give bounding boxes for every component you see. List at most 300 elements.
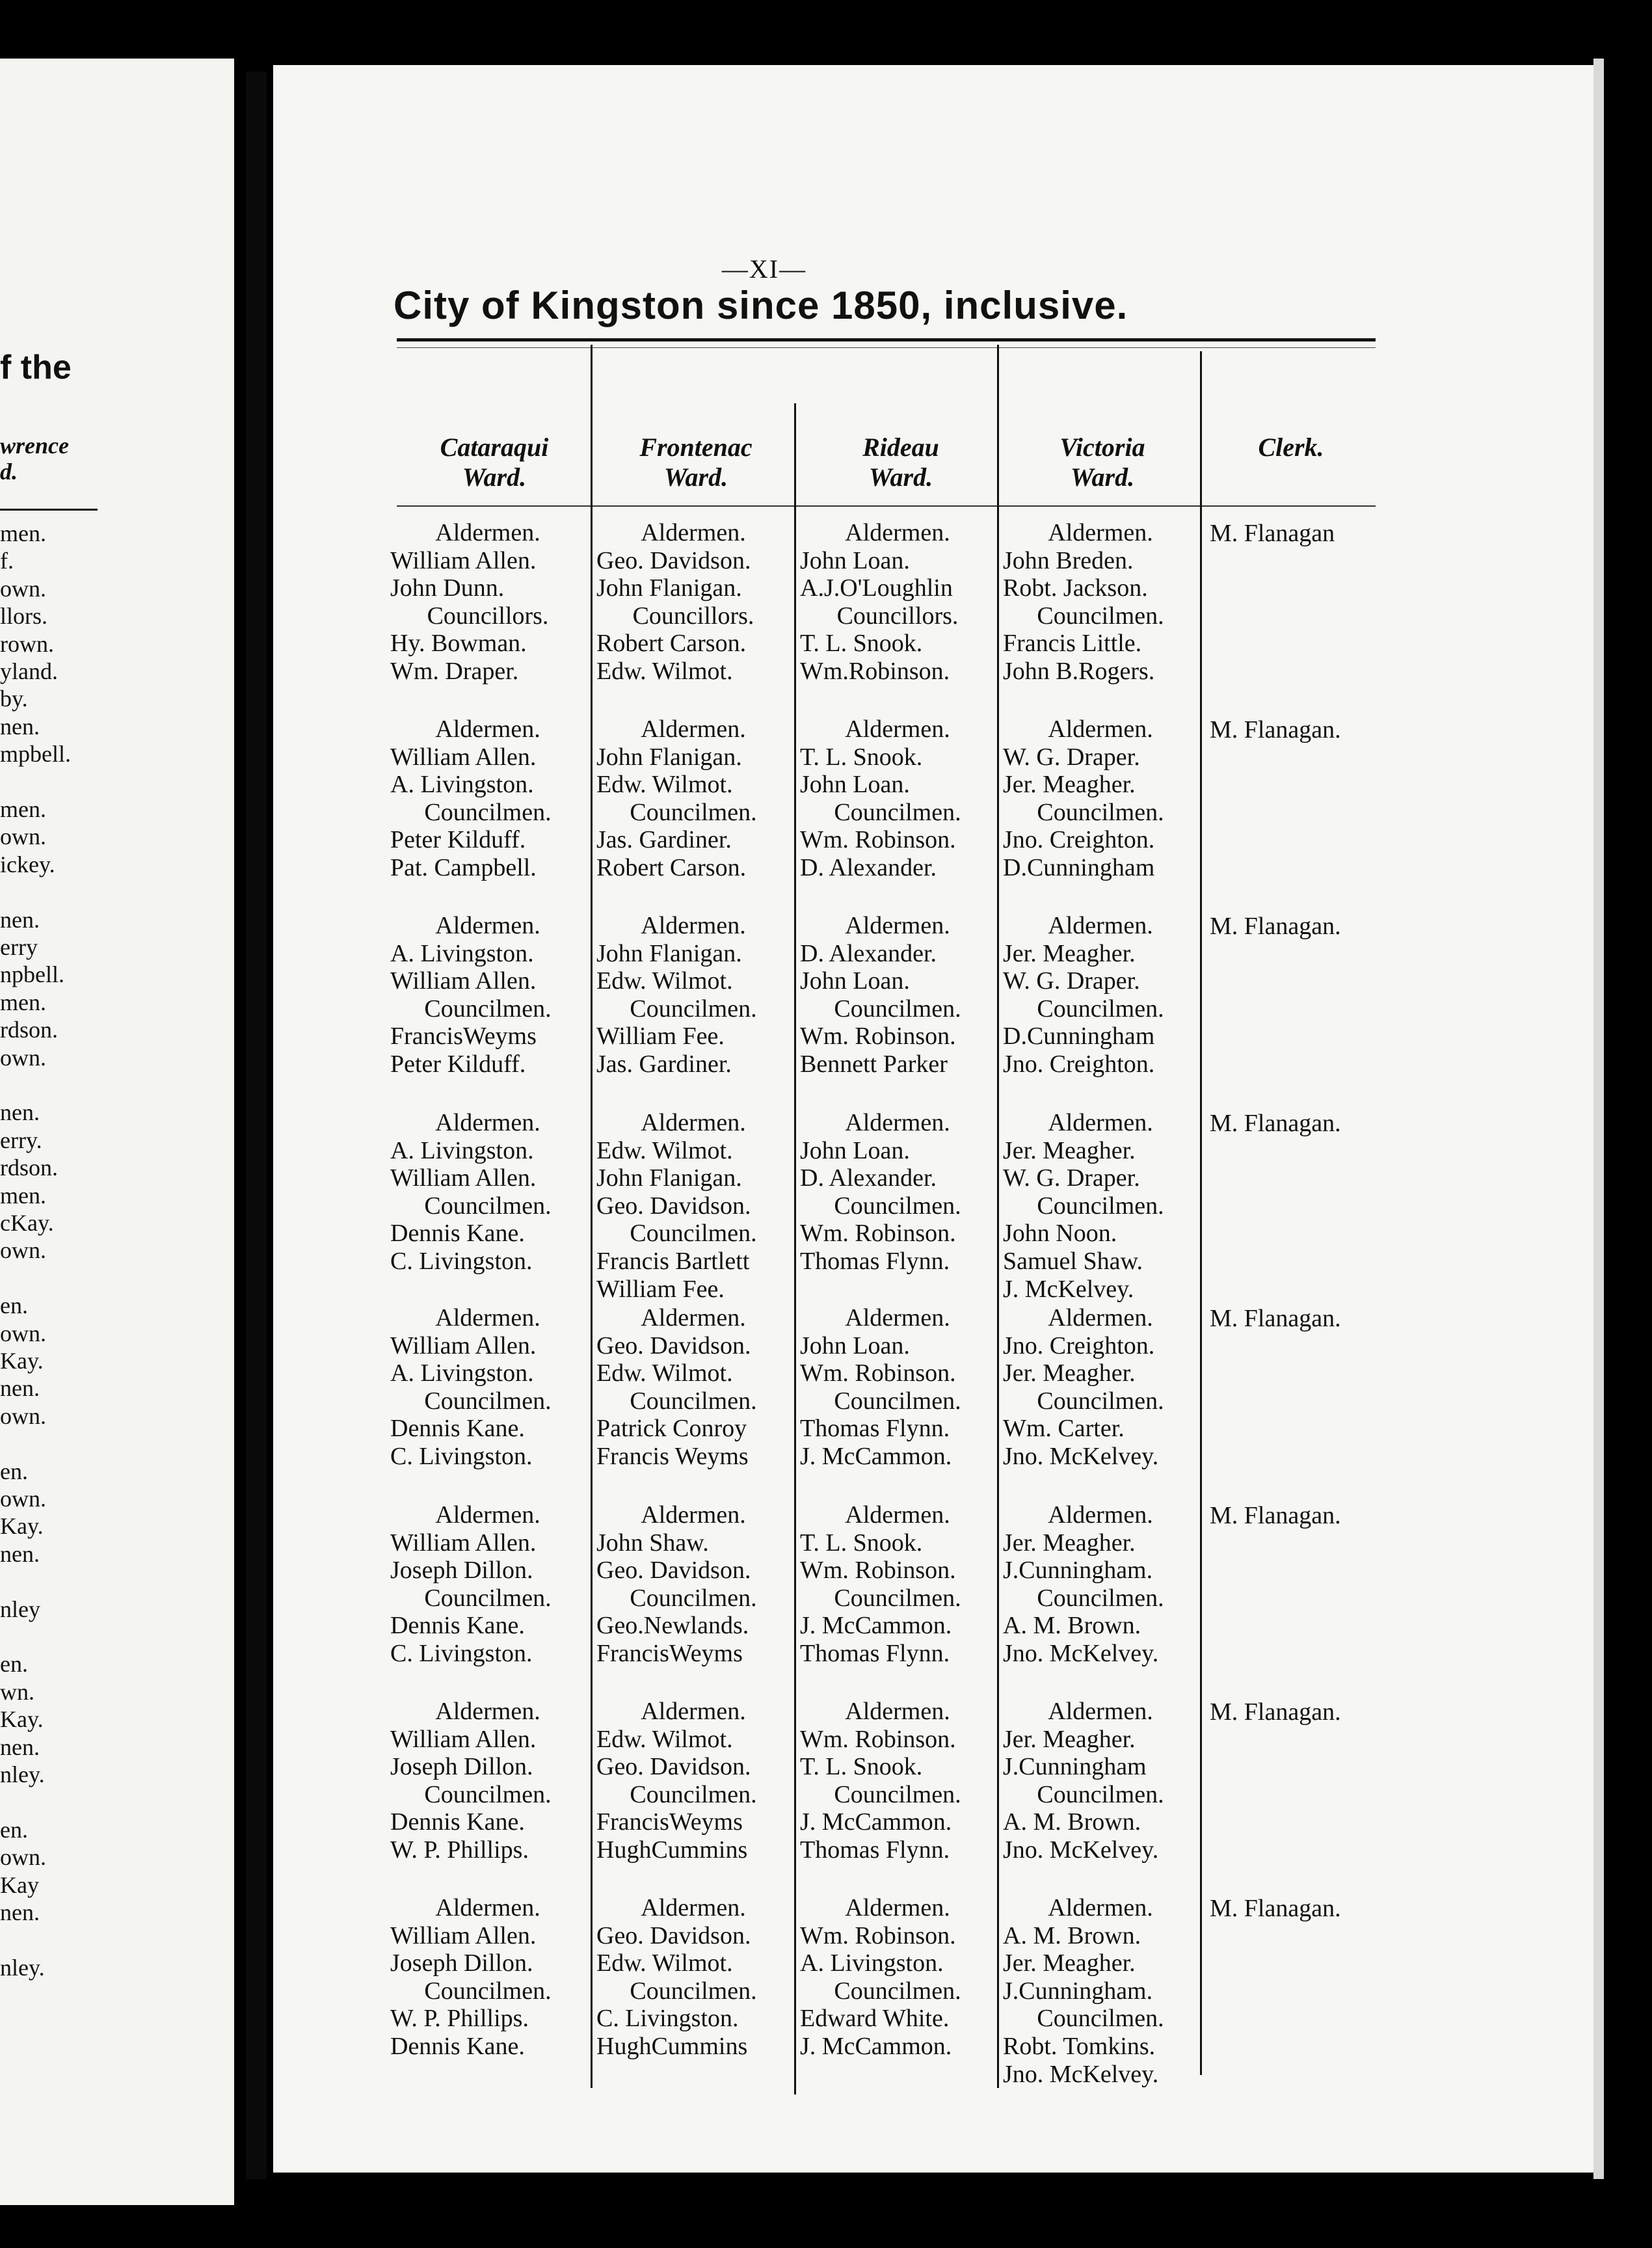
role-heading: Councilmen.	[424, 1192, 552, 1220]
member-name: Jno. Creighton.	[1003, 826, 1155, 854]
role-heading: Aldermen.	[1048, 716, 1153, 743]
role-heading: Councilmen.	[630, 1584, 757, 1612]
role-heading: Aldermen.	[1048, 519, 1153, 546]
rideau-entries	[793, 1109, 1002, 1276]
member-name: Geo.Newlands.	[596, 1612, 749, 1640]
role-heading: Councilmen.	[630, 995, 757, 1023]
member-name: A. Livingston.	[390, 1136, 534, 1164]
member-name: Jer. Meagher.	[1003, 1529, 1136, 1557]
member-name: Edward White.	[800, 2005, 950, 2033]
document-page	[273, 65, 1593, 2173]
role-heading: Aldermen.	[845, 912, 950, 939]
role-heading: Aldermen.	[845, 1894, 950, 1921]
member-name: Pat. Campbell.	[390, 853, 537, 881]
role-heading: Aldermen.	[641, 716, 746, 743]
clerk-name: M. Flanagan.	[1210, 1502, 1341, 1529]
member-name: John Loan.	[800, 1331, 910, 1359]
header-rideau-name: Rideau	[862, 433, 939, 462]
member-name: Jer. Meagher.	[1003, 771, 1136, 799]
member-name: Jer. Meagher.	[1003, 1359, 1136, 1387]
title-rule-thin	[397, 347, 1376, 348]
member-name: W. G. Draper.	[1003, 967, 1140, 995]
column-rule	[591, 345, 593, 2088]
member-name: D. Alexander.	[800, 853, 937, 881]
header-frontenac	[595, 433, 797, 492]
member-name: William Allen.	[390, 1331, 537, 1359]
clerk-name: M. Flanagan.	[1210, 716, 1341, 743]
member-name: Geo. Davidson.	[596, 1331, 751, 1359]
member-name: D. Alexander.	[800, 1164, 937, 1192]
member-name: Peter Kilduff.	[390, 826, 526, 854]
role-heading: Aldermen.	[435, 1109, 540, 1136]
member-name: John Loan.	[800, 967, 910, 995]
member-name: W. G. Draper.	[1003, 1164, 1140, 1192]
member-name: J. McCammon.	[800, 1808, 952, 1836]
fragment-line: en.	[0, 1292, 28, 1319]
member-name: Edw. Wilmot.	[596, 967, 733, 995]
member-name: J.Cunningham.	[1003, 1977, 1153, 2005]
fragment-line: mpbell.	[0, 741, 71, 768]
role-heading: Aldermen.	[435, 716, 540, 743]
member-name: Jer. Meagher.	[1003, 1949, 1136, 1977]
fragment-line: llors.	[0, 603, 48, 630]
fragment-line: own.	[0, 1844, 46, 1871]
victoria-entries	[996, 1698, 1205, 1864]
member-name: T. L. Snook.	[800, 743, 923, 771]
member-name: J.Cunningham	[1003, 1753, 1147, 1781]
member-name: Thomas Flynn.	[800, 1639, 950, 1667]
member-name: John Loan.	[800, 771, 910, 799]
member-name: Dennis Kane.	[390, 1612, 525, 1640]
title-rule	[397, 338, 1376, 341]
header-rideau	[800, 433, 1002, 492]
rideau-entries	[793, 1894, 1002, 2061]
member-name: C. Livingston.	[596, 2005, 739, 2033]
role-heading: Aldermen.	[1048, 1894, 1153, 1921]
fragment-line: nen.	[0, 906, 40, 933]
role-heading: Aldermen.	[845, 1109, 950, 1136]
member-name: William Allen.	[390, 1725, 537, 1753]
cataraqui-entries	[384, 519, 592, 686]
member-name: Joseph Dillon.	[390, 1949, 533, 1977]
clerk-name: M. Flanagan.	[1210, 1698, 1341, 1726]
fragment-line: men.	[0, 520, 46, 546]
member-name: Wm. Robinson.	[800, 1359, 956, 1387]
member-name: John Noon.	[1003, 1220, 1117, 1248]
frontenac-entries	[590, 1698, 797, 1864]
header-row-rule	[397, 505, 1376, 507]
fragment-heading: f the	[0, 349, 72, 386]
role-heading: Councilmen.	[1037, 798, 1164, 826]
member-name: Edw. Wilmot.	[596, 1359, 733, 1387]
member-name: Thomas Flynn.	[800, 1415, 950, 1443]
role-heading: Councillors.	[836, 602, 959, 630]
fragment-line: nley.	[0, 1954, 45, 1981]
cataraqui-entries	[384, 1894, 592, 2061]
header-frontenac-ward: Ward.	[663, 462, 728, 492]
role-heading: Aldermen.	[1048, 1109, 1153, 1136]
header-clerk-name: Clerk.	[1258, 433, 1324, 462]
role-heading: Aldermen.	[641, 1698, 746, 1725]
fragment-line: Kay.	[0, 1348, 44, 1374]
member-name: Jno. McKelvey.	[1003, 1442, 1159, 1470]
role-heading: Aldermen.	[641, 1894, 746, 1921]
header-victoria-name: Victoria	[1059, 433, 1145, 462]
member-name: Wm. Robinson.	[800, 826, 956, 854]
fragment-line: own.	[0, 1486, 46, 1512]
member-name: Geo. Davidson.	[596, 1192, 751, 1220]
member-name: Joseph Dillon.	[390, 1557, 533, 1585]
member-name: Joseph Dillon.	[390, 1753, 533, 1781]
member-name: Jas. Gardiner.	[596, 826, 732, 854]
fragment-line: nen.	[0, 1540, 40, 1567]
member-name: W. P. Phillips.	[390, 2005, 529, 2033]
fragment-line: Kay.	[0, 1513, 44, 1540]
role-heading: Aldermen.	[641, 1501, 746, 1529]
member-name: Dennis Kane.	[390, 2032, 525, 2060]
column-rule	[997, 345, 999, 2088]
member-name: Geo. Davidson.	[596, 1557, 751, 1585]
fragment-line: rdson.	[0, 1017, 58, 1043]
member-name: Edw. Wilmot.	[596, 1136, 733, 1164]
role-heading: Councillors.	[427, 602, 549, 630]
role-heading: Councilmen.	[834, 1780, 961, 1808]
member-name: Geo. Davidson.	[596, 546, 751, 574]
role-heading: Councilmen.	[834, 1584, 961, 1612]
member-name: Hy. Bowman.	[390, 630, 527, 658]
role-heading: Councilmen.	[424, 1387, 552, 1415]
fragment-line: men.	[0, 989, 46, 1015]
fragment-line: ickey.	[0, 851, 55, 877]
member-name: William Fee.	[596, 1023, 725, 1050]
header-rideau-ward: Ward.	[868, 462, 933, 492]
role-heading: Councilmen.	[1037, 1387, 1164, 1415]
role-heading: Aldermen.	[845, 1501, 950, 1529]
role-heading: Councilmen.	[630, 1387, 757, 1415]
header-cataraqui-name: Cataraqui	[440, 433, 549, 462]
member-name: A. Livingston.	[390, 939, 534, 967]
role-heading: Aldermen.	[435, 519, 540, 546]
fragment-line: nley	[0, 1596, 40, 1622]
role-heading: Councilmen.	[630, 1220, 757, 1248]
member-name: A.J.O'Loughlin	[800, 574, 953, 602]
member-name: A. M. Brown.	[1003, 1921, 1141, 1949]
role-heading: Aldermen.	[845, 1698, 950, 1725]
member-name: Dennis Kane.	[390, 1808, 525, 1836]
page-edge	[1593, 59, 1604, 2179]
fragment-line: nen.	[0, 1099, 40, 1126]
rideau-entries	[793, 1304, 1002, 1471]
fragment-line: nen.	[0, 1375, 40, 1402]
member-name: Edw. Wilmot.	[596, 1725, 733, 1753]
victoria-entries	[996, 716, 1205, 882]
member-name: Dennis Kane.	[390, 1415, 525, 1443]
role-heading: Councilmen.	[424, 1977, 552, 2005]
fragment-line: own.	[0, 1237, 46, 1264]
member-name: J. McKelvey.	[1003, 1275, 1134, 1303]
member-name: J. McCammon.	[800, 1612, 952, 1640]
member-name: Edw. Wilmot.	[596, 1949, 733, 1977]
member-name: Edw. Wilmot.	[596, 657, 733, 685]
member-name: William Allen.	[390, 1164, 537, 1192]
victoria-entries	[996, 519, 1205, 686]
member-name: C. Livingston.	[390, 1442, 533, 1470]
role-heading: Councilmen.	[1037, 1780, 1164, 1808]
role-heading: Councilmen.	[424, 1780, 552, 1808]
member-name: Jer. Meagher.	[1003, 1136, 1136, 1164]
role-heading: Councilmen.	[834, 1192, 961, 1220]
member-name: Robt. Jackson.	[1003, 574, 1148, 602]
fragment-line: own.	[0, 1044, 46, 1071]
member-name: John Shaw.	[596, 1529, 709, 1557]
member-name: John Loan.	[800, 546, 910, 574]
header-cataraqui-ward: Ward.	[462, 462, 527, 492]
member-name: William Allen.	[390, 546, 537, 574]
frontenac-entries	[590, 716, 797, 882]
member-name: T. L. Snook.	[800, 1529, 923, 1557]
member-name: Jno. Creighton.	[1003, 1331, 1155, 1359]
frontenac-entries	[590, 912, 797, 1078]
member-name: Patrick Conroy	[596, 1415, 747, 1443]
column-rule	[1200, 351, 1202, 2075]
member-name: Francis Weyms	[596, 1442, 749, 1470]
fragment-subhead: d.	[0, 459, 18, 485]
member-name: John Breden.	[1003, 546, 1134, 574]
frontenac-entries	[590, 519, 797, 686]
victoria-entries	[996, 912, 1205, 1078]
member-name: William Allen.	[390, 967, 537, 995]
member-name: D. Alexander.	[800, 939, 937, 967]
fragment-line: Kay.	[0, 1706, 44, 1733]
member-name: John Flanigan.	[596, 1164, 742, 1192]
member-name: Peter Kilduff.	[390, 1050, 526, 1078]
member-name: Robert Carson.	[596, 853, 747, 881]
member-name: John B.Rogers.	[1003, 657, 1155, 685]
member-name: William Fee.	[596, 1275, 725, 1303]
role-heading: Councilmen.	[834, 798, 961, 826]
fragment-line: cKay.	[0, 1210, 54, 1236]
member-name: D.Cunningham	[1003, 853, 1155, 881]
clerk-name: M. Flanagan.	[1210, 1110, 1341, 1137]
role-heading: Councilmen.	[424, 798, 552, 826]
member-name: Edw. Wilmot.	[596, 771, 733, 799]
facing-page-fragment	[0, 59, 234, 2205]
member-name: Jno. Creighton.	[1003, 1050, 1155, 1078]
member-name: Jer. Meagher.	[1003, 1725, 1136, 1753]
member-name: J.Cunningham.	[1003, 1557, 1153, 1585]
member-name: Wm. Robinson.	[800, 1023, 956, 1050]
role-heading: Aldermen.	[435, 1304, 540, 1331]
member-name: William Allen.	[390, 743, 537, 771]
fragment-line: npbell.	[0, 961, 64, 988]
role-heading: Aldermen.	[435, 1698, 540, 1725]
header-cataraqui	[397, 433, 592, 492]
member-name: D.Cunningham	[1003, 1023, 1155, 1050]
member-name: W. G. Draper.	[1003, 743, 1140, 771]
member-name: Jas. Gardiner.	[596, 1050, 732, 1078]
role-heading: Aldermen.	[641, 912, 746, 939]
frontenac-entries	[590, 1304, 797, 1471]
role-heading: Councilmen.	[630, 798, 757, 826]
rideau-entries	[793, 716, 1002, 882]
frontenac-entries	[590, 1109, 797, 1303]
cataraqui-entries	[384, 1109, 592, 1276]
victoria-entries	[996, 1501, 1205, 1668]
fragment-subhead: wrence	[0, 433, 69, 459]
member-name: William Allen.	[390, 1921, 537, 1949]
member-name: Wm.Robinson.	[800, 657, 950, 685]
member-name: A. Livingston.	[390, 771, 534, 799]
rideau-entries	[793, 519, 1002, 686]
rideau-entries	[793, 1501, 1002, 1668]
frontenac-entries	[590, 1894, 797, 2061]
member-name: Francis Little.	[1003, 630, 1142, 658]
fragment-line: own.	[0, 1402, 46, 1429]
fragment-line: wn.	[0, 1678, 34, 1705]
victoria-entries	[996, 1109, 1205, 1303]
member-name: T. L. Snook.	[800, 630, 923, 658]
cataraqui-entries	[384, 1501, 592, 1668]
member-name: A. M. Brown.	[1003, 1808, 1141, 1836]
role-heading: Aldermen.	[845, 1304, 950, 1331]
role-heading: Councilmen.	[630, 1780, 757, 1808]
member-name: Thomas Flynn.	[800, 1247, 950, 1275]
column-rule	[794, 403, 796, 2094]
clerk-name: M. Flanagan.	[1210, 1895, 1341, 1922]
member-name: Robert Carson.	[596, 630, 747, 658]
clerk-name: M. Flanagan	[1210, 520, 1335, 547]
clerk-name: M. Flanagan.	[1210, 913, 1341, 940]
member-name: C. Livingston.	[390, 1247, 533, 1275]
role-heading: Aldermen.	[1048, 912, 1153, 939]
member-name: C. Livingston.	[390, 1639, 533, 1667]
member-name: Wm. Robinson.	[800, 1557, 956, 1585]
fragment-line: yland.	[0, 658, 58, 684]
fragment-line: en.	[0, 1816, 28, 1843]
member-name: Bennett Parker	[800, 1050, 948, 1078]
member-name: FrancisWeyms	[596, 1639, 743, 1667]
member-name: FrancisWeyms	[596, 1808, 743, 1836]
header-clerk	[1210, 433, 1372, 462]
member-name: Dennis Kane.	[390, 1220, 525, 1248]
fragment-line: by.	[0, 686, 28, 712]
fragment-line: f.	[0, 548, 14, 574]
fragment-line: Kay	[0, 1871, 39, 1898]
role-heading: Councilmen.	[1037, 2005, 1164, 2033]
member-name: Robt. Tomkins.	[1003, 2032, 1156, 2060]
fragment-line: men.	[0, 796, 46, 822]
member-name: J. McCammon.	[800, 1442, 952, 1470]
member-name: John Dunn.	[390, 574, 505, 602]
member-name: HughCummins	[596, 1836, 748, 1864]
facing-page-text	[0, 59, 234, 2205]
role-heading: Aldermen.	[435, 1894, 540, 1921]
role-heading: Councillors.	[632, 602, 754, 630]
role-heading: Councilmen.	[834, 1977, 961, 2005]
role-heading: Aldermen.	[845, 716, 950, 743]
frontenac-entries	[590, 1501, 797, 1668]
fragment-line: erry.	[0, 1127, 42, 1153]
fragment-line: erry	[0, 934, 38, 960]
fragment-line: nen.	[0, 1733, 40, 1760]
role-heading: Councilmen.	[424, 995, 552, 1023]
role-heading: Aldermen.	[1048, 1698, 1153, 1725]
role-heading: Aldermen.	[1048, 1501, 1153, 1529]
member-name: Wm. Draper.	[390, 657, 519, 685]
member-name: Jno. McKelvey.	[1003, 2060, 1159, 2088]
rideau-entries	[793, 912, 1002, 1078]
fragment-line: rdson.	[0, 1155, 58, 1181]
fragment-line: rown.	[0, 630, 54, 657]
member-name: Jer. Meagher.	[1003, 939, 1136, 967]
fragment-line: nen.	[0, 1899, 40, 1925]
role-heading: Aldermen.	[641, 1304, 746, 1331]
role-heading: Aldermen.	[435, 912, 540, 939]
cataraqui-entries	[384, 716, 592, 882]
member-name: Francis Bartlett	[596, 1247, 750, 1275]
member-name: FrancisWeyms	[390, 1023, 537, 1050]
role-heading: Aldermen.	[641, 519, 746, 546]
cataraqui-entries	[384, 1304, 592, 1471]
role-heading: Aldermen.	[435, 1501, 540, 1529]
role-heading: Councilmen.	[630, 1977, 757, 2005]
member-name: Wm. Robinson.	[800, 1220, 956, 1248]
member-name: A. Livingston.	[800, 1949, 944, 1977]
fragment-line: men.	[0, 1182, 46, 1209]
cataraqui-entries	[384, 912, 592, 1078]
fragment-line: nen.	[0, 713, 40, 740]
header-victoria	[1002, 433, 1203, 492]
member-name: Geo. Davidson.	[596, 1753, 751, 1781]
role-heading: Councilmen.	[1037, 1192, 1164, 1220]
role-heading: Councilmen.	[1037, 1584, 1164, 1612]
rideau-entries	[793, 1698, 1002, 1864]
member-name: John Flanigan.	[596, 939, 742, 967]
page-title: City of Kingston since 1850, inclusive.	[393, 284, 1128, 327]
member-name: T. L. Snook.	[800, 1753, 923, 1781]
member-name: J. McCammon.	[800, 2032, 952, 2060]
member-name: W. P. Phillips.	[390, 1836, 529, 1864]
role-heading: Councilmen.	[424, 1584, 552, 1612]
fragment-line: own.	[0, 1320, 46, 1346]
fragment-line: nley.	[0, 1761, 45, 1787]
member-name: Jno. McKelvey.	[1003, 1639, 1159, 1667]
fragment-line: en.	[0, 1458, 28, 1484]
member-name: Wm. Robinson.	[800, 1921, 956, 1949]
member-name: Wm. Carter.	[1003, 1415, 1125, 1443]
member-name: John Flanigan.	[596, 574, 742, 602]
member-name: William Allen.	[390, 1529, 537, 1557]
victoria-entries	[996, 1304, 1205, 1471]
member-name: Samuel Shaw.	[1003, 1247, 1143, 1275]
role-heading: Aldermen.	[1048, 1304, 1153, 1331]
header-victoria-ward: Ward.	[1070, 462, 1135, 492]
member-name: HughCummins	[596, 2032, 748, 2060]
member-name: John Flanigan.	[596, 743, 742, 771]
member-name: A. Livingston.	[390, 1359, 534, 1387]
victoria-entries	[996, 1894, 1205, 2088]
role-heading: Councilmen.	[1037, 995, 1164, 1023]
role-heading: Aldermen.	[845, 519, 950, 546]
member-name: John Loan.	[800, 1136, 910, 1164]
role-heading: Councilmen.	[1037, 602, 1164, 630]
role-heading: Councilmen.	[834, 1387, 961, 1415]
fragment-line: en.	[0, 1651, 28, 1678]
role-heading: Aldermen.	[641, 1109, 746, 1136]
member-name: Thomas Flynn.	[800, 1836, 950, 1864]
header-frontenac-name: Frontenac	[639, 433, 753, 462]
clerk-name: M. Flanagan.	[1210, 1305, 1341, 1332]
